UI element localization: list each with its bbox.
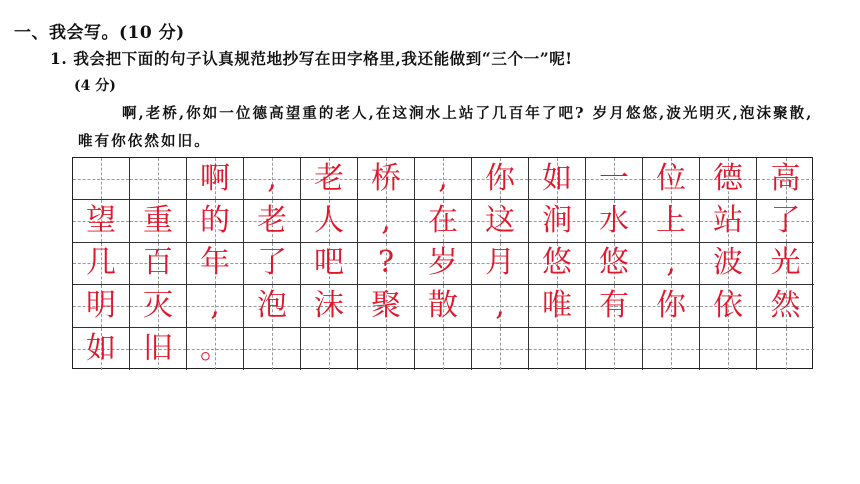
grid-cell	[415, 200, 472, 242]
handwritten-character: 如	[86, 330, 116, 366]
grid-cell	[700, 328, 757, 370]
grid-cell	[301, 328, 358, 370]
handwritten-character: ,	[210, 287, 220, 323]
handwritten-character: 了	[770, 203, 801, 239]
handwritten-character: 位	[656, 160, 686, 196]
grid-cell	[358, 285, 415, 327]
grid-cell	[529, 200, 586, 242]
handwritten-character: 波	[713, 245, 743, 281]
handwritten-character: 桥	[371, 160, 401, 196]
handwritten-character: 这	[485, 203, 515, 239]
handwritten-character: 有	[599, 287, 629, 323]
grid-cell	[244, 158, 301, 200]
grid-cell	[187, 158, 244, 200]
grid-cell	[415, 328, 472, 370]
handwritten-character: 百	[143, 245, 173, 281]
handwritten-character: 明	[86, 287, 116, 323]
grid-cell	[130, 158, 187, 200]
grid-cell	[700, 285, 757, 327]
question-text: 1. 我会把下面的句子认真规范地抄写在田字格里,我还能做到“三个一”呢!	[50, 49, 573, 68]
grid-cell	[643, 243, 700, 285]
handwritten-character: 了	[257, 245, 287, 281]
grid-cell	[244, 243, 301, 285]
grid-cell	[586, 158, 643, 200]
grid-cell	[301, 243, 358, 285]
grid-cell	[757, 328, 814, 370]
handwritten-character: 如	[542, 160, 572, 196]
handwritten-character: 年	[200, 245, 230, 281]
handwritten-character: 高	[770, 160, 801, 196]
handwritten-character: 涧	[542, 203, 572, 239]
grid-cell	[130, 243, 187, 285]
handwritten-character: 唯	[542, 287, 572, 323]
grid-cell	[358, 328, 415, 370]
handwritten-character: 一	[599, 160, 629, 196]
grid-cell	[187, 328, 244, 370]
grid-cell	[700, 200, 757, 242]
grid-cell	[529, 158, 586, 200]
handwritten-character: ,	[495, 287, 505, 323]
grid-cell	[415, 158, 472, 200]
handwritten-character: 你	[656, 287, 686, 323]
handwritten-character: 人	[314, 203, 344, 239]
grid-cell	[73, 158, 130, 200]
handwritten-character: 依	[713, 287, 743, 323]
grid-cell	[472, 200, 529, 242]
grid-cell	[187, 200, 244, 242]
grid-cell	[301, 158, 358, 200]
handwritten-character: 望	[86, 203, 116, 239]
grid-cell	[187, 285, 244, 327]
handwritten-character: ,	[267, 160, 277, 196]
grid-cell	[73, 328, 130, 370]
handwritten-character: 泡	[257, 287, 287, 323]
grid-cell	[586, 243, 643, 285]
grid-cell	[130, 200, 187, 242]
handwritten-character: 沫	[314, 287, 344, 323]
grid-cell	[472, 243, 529, 285]
handwritten-character: 吧	[314, 245, 344, 281]
grid-cell	[187, 243, 244, 285]
grid-cell	[130, 328, 187, 370]
handwritten-character: 然	[770, 287, 801, 323]
handwritten-character: 重	[143, 203, 173, 239]
grid-cell	[757, 285, 814, 327]
handwritten-character: 的	[200, 203, 230, 239]
grid-cell	[244, 328, 301, 370]
grid-cell	[301, 285, 358, 327]
grid-cell	[586, 200, 643, 242]
grid-cell	[757, 158, 814, 200]
handwritten-character: 老	[257, 203, 287, 239]
grid-cell	[358, 243, 415, 285]
grid-cell	[415, 243, 472, 285]
grid-cell	[73, 200, 130, 242]
handwritten-character: 月	[485, 245, 515, 281]
question-points: (4 分)	[74, 78, 116, 94]
handwritten-character: 水	[599, 203, 629, 239]
handwritten-character: ,	[666, 245, 676, 281]
tianzige-grid	[72, 157, 813, 369]
grid-cell	[472, 328, 529, 370]
handwritten-character: 啊	[200, 160, 230, 196]
grid-cell	[472, 158, 529, 200]
grid-cell	[643, 158, 700, 200]
handwritten-character: 灭	[143, 287, 173, 323]
grid-cell	[73, 285, 130, 327]
grid-cell	[700, 158, 757, 200]
handwritten-character: 老	[314, 160, 344, 196]
grid-cell	[358, 158, 415, 200]
grid-cell	[643, 200, 700, 242]
grid-cell	[301, 200, 358, 242]
grid-cell	[757, 243, 814, 285]
handwritten-character: ?	[377, 245, 395, 281]
handwritten-character: 旧	[143, 330, 173, 366]
grid-cell	[529, 285, 586, 327]
grid-cell	[529, 328, 586, 370]
grid-cell	[529, 243, 586, 285]
handwritten-character: 光	[770, 245, 801, 281]
grid-cell	[643, 285, 700, 327]
grid-cell	[73, 243, 130, 285]
grid-cell	[472, 285, 529, 327]
handwritten-character: 散	[428, 287, 458, 323]
handwritten-character: 悠	[599, 245, 629, 281]
handwritten-character: 站	[713, 203, 743, 239]
handwritten-character: 你	[485, 160, 515, 196]
grid-cell	[757, 200, 814, 242]
handwritten-character: 在	[428, 203, 458, 239]
handwritten-character: 几	[86, 245, 116, 281]
handwritten-character: 。	[200, 330, 230, 366]
handwritten-character: 悠	[542, 245, 572, 281]
section-title: 一、我会写。(10 分)	[14, 23, 185, 43]
grid-cell	[586, 328, 643, 370]
handwritten-character: ,	[381, 203, 391, 239]
grid-cell	[700, 243, 757, 285]
grid-cell	[130, 285, 187, 327]
grid-cell	[244, 200, 301, 242]
grid-cell	[358, 200, 415, 242]
handwritten-character: 聚	[371, 287, 401, 323]
handwritten-character: 上	[656, 203, 686, 239]
grid-cell	[415, 285, 472, 327]
handwritten-character: 岁	[428, 245, 458, 281]
grid-cell	[244, 285, 301, 327]
passage-text: 啊,老桥,你如一位德高望重的老人,在这涧水上站了几百年了吧? 岁月悠悠,波光明灭,泡沫聚散,唯有你依然如旧。	[78, 105, 814, 150]
handwritten-character: 德	[713, 160, 743, 196]
handwritten-character: ,	[438, 160, 448, 196]
grid-cell	[643, 328, 700, 370]
grid-cell	[586, 285, 643, 327]
